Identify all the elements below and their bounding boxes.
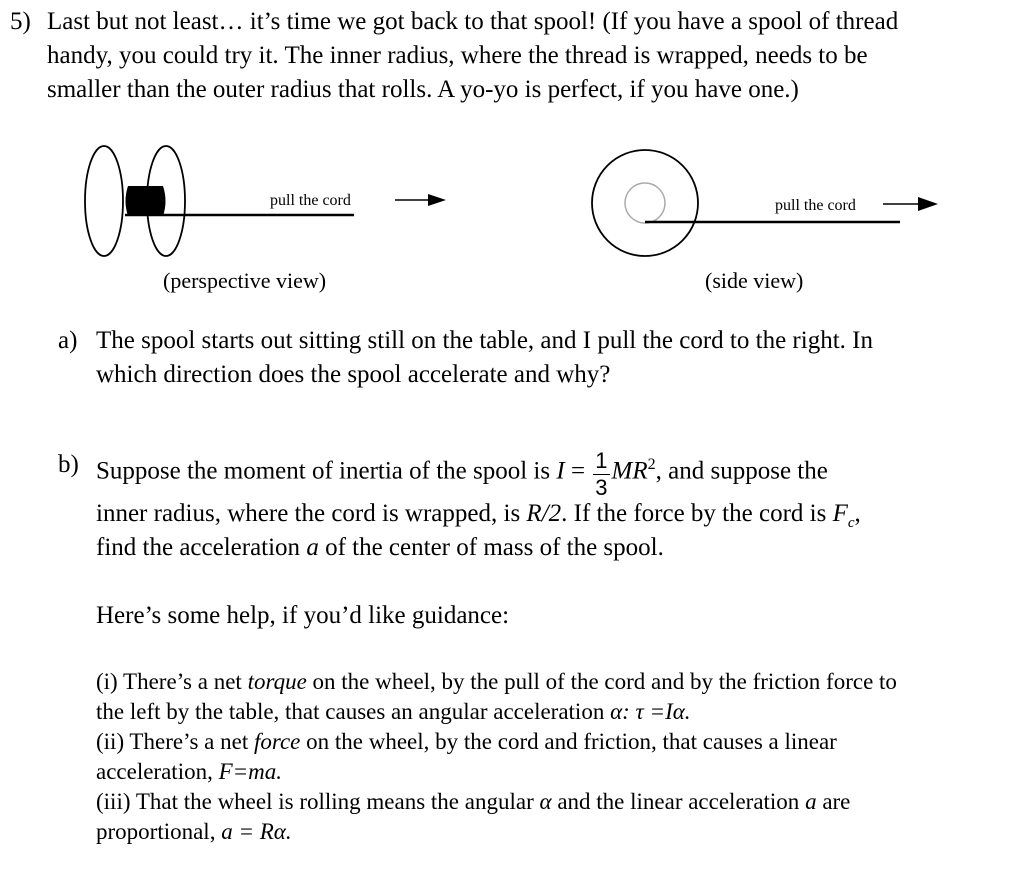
part-a-line: The spool starts out sitting still on the table, and I pull the cord to the right. In xyxy=(96,327,873,354)
force-subscript: c xyxy=(847,515,855,531)
hint-math: F=ma. xyxy=(218,759,283,784)
part-a-marker: a) xyxy=(58,327,78,354)
help-heading: Here’s some help, if you’d like guidance: xyxy=(96,602,510,629)
hint-alpha: α xyxy=(539,789,552,814)
hint-iii-line-1: (iii) That the wheel is rolling means the angular α and the linear acceleration a are xyxy=(96,789,851,814)
hint-emphasis: torque xyxy=(247,669,307,694)
part-b-text: . If the force by the cord is xyxy=(561,500,833,527)
fraction xyxy=(593,450,609,499)
perspective-arrow-head xyxy=(428,194,446,206)
spool-outer-circle xyxy=(592,150,698,256)
perspective-diagram xyxy=(85,146,446,256)
equals-sign: = xyxy=(564,457,592,485)
spool-left-disc xyxy=(85,146,123,256)
intro-line: smaller than the outer radius that rolls. A yo-yo is perfect, if you have one.) xyxy=(47,76,799,103)
part-b-text: Suppose the moment of inertia of the spool is xyxy=(96,457,557,485)
intro-line: handy, you could try it. The inner radius, where the thread is wrapped, needs to be xyxy=(47,42,868,69)
hint-ii-line-2: acceleration, F=ma. xyxy=(96,759,283,784)
hint-i-line-2: the left by the table, that causes an angular acceleration α: τ =Iα. xyxy=(96,699,691,724)
part-b-text: , and suppose the xyxy=(655,457,828,485)
accel-symbol: a xyxy=(306,534,319,561)
hint-ii-line-1: (ii) There’s a net force on the wheel, by the cord and friction, that causes a linear xyxy=(96,729,837,754)
perspective-caption: (perspective view) xyxy=(163,268,327,293)
inertia-symbol: I xyxy=(556,457,565,485)
spool-inner-circle xyxy=(625,183,665,223)
hint-iii-line-2: proportional, a = Rα. xyxy=(96,819,292,844)
part-b-text: find the acceleration xyxy=(96,534,307,561)
side-cord-label: pull the cord xyxy=(775,197,856,214)
hint-emphasis: force xyxy=(253,729,301,754)
force-symbol: F xyxy=(832,500,848,527)
spool-diagrams xyxy=(0,0,1024,300)
fraction-denominator: 3 xyxy=(595,475,608,501)
help-hints xyxy=(96,667,897,847)
exponent: 2 xyxy=(647,456,656,473)
side-diagram xyxy=(592,150,938,256)
part-b-marker: b) xyxy=(58,451,79,478)
part-b-text: , xyxy=(854,500,861,527)
fraction-numerator: 1 xyxy=(595,448,608,474)
hint-accel: a xyxy=(805,789,817,814)
hint-math: a = Rα. xyxy=(221,819,292,844)
part-a-line: which direction does the spool accelerate and why? xyxy=(96,361,611,388)
part-b-line-3 xyxy=(96,531,664,565)
spool-hub xyxy=(126,186,166,216)
mass-radius: MR xyxy=(611,457,648,485)
radius-expression: R/2 xyxy=(526,500,562,527)
side-caption: (side view) xyxy=(705,268,804,293)
hint-math: α: τ =Iα. xyxy=(610,699,691,724)
hint-i-line-1: (i) There’s a net torque on the wheel, by the pull of the cord and by the friction force to xyxy=(96,669,897,694)
intro-line: Last but not least… it’s time we got back to that spool! (If you have a spool of thread xyxy=(47,8,899,35)
question-number: 5) xyxy=(10,8,31,35)
part-a-text xyxy=(96,324,873,392)
perspective-cord-label: pull the cord xyxy=(270,192,351,209)
part-b-text: inner radius, where the cord is wrapped, is xyxy=(96,500,527,527)
side-arrow-head xyxy=(918,197,938,211)
part-b-line-1 xyxy=(96,448,828,501)
part-b-text: of the center of mass of the spool. xyxy=(318,534,664,561)
